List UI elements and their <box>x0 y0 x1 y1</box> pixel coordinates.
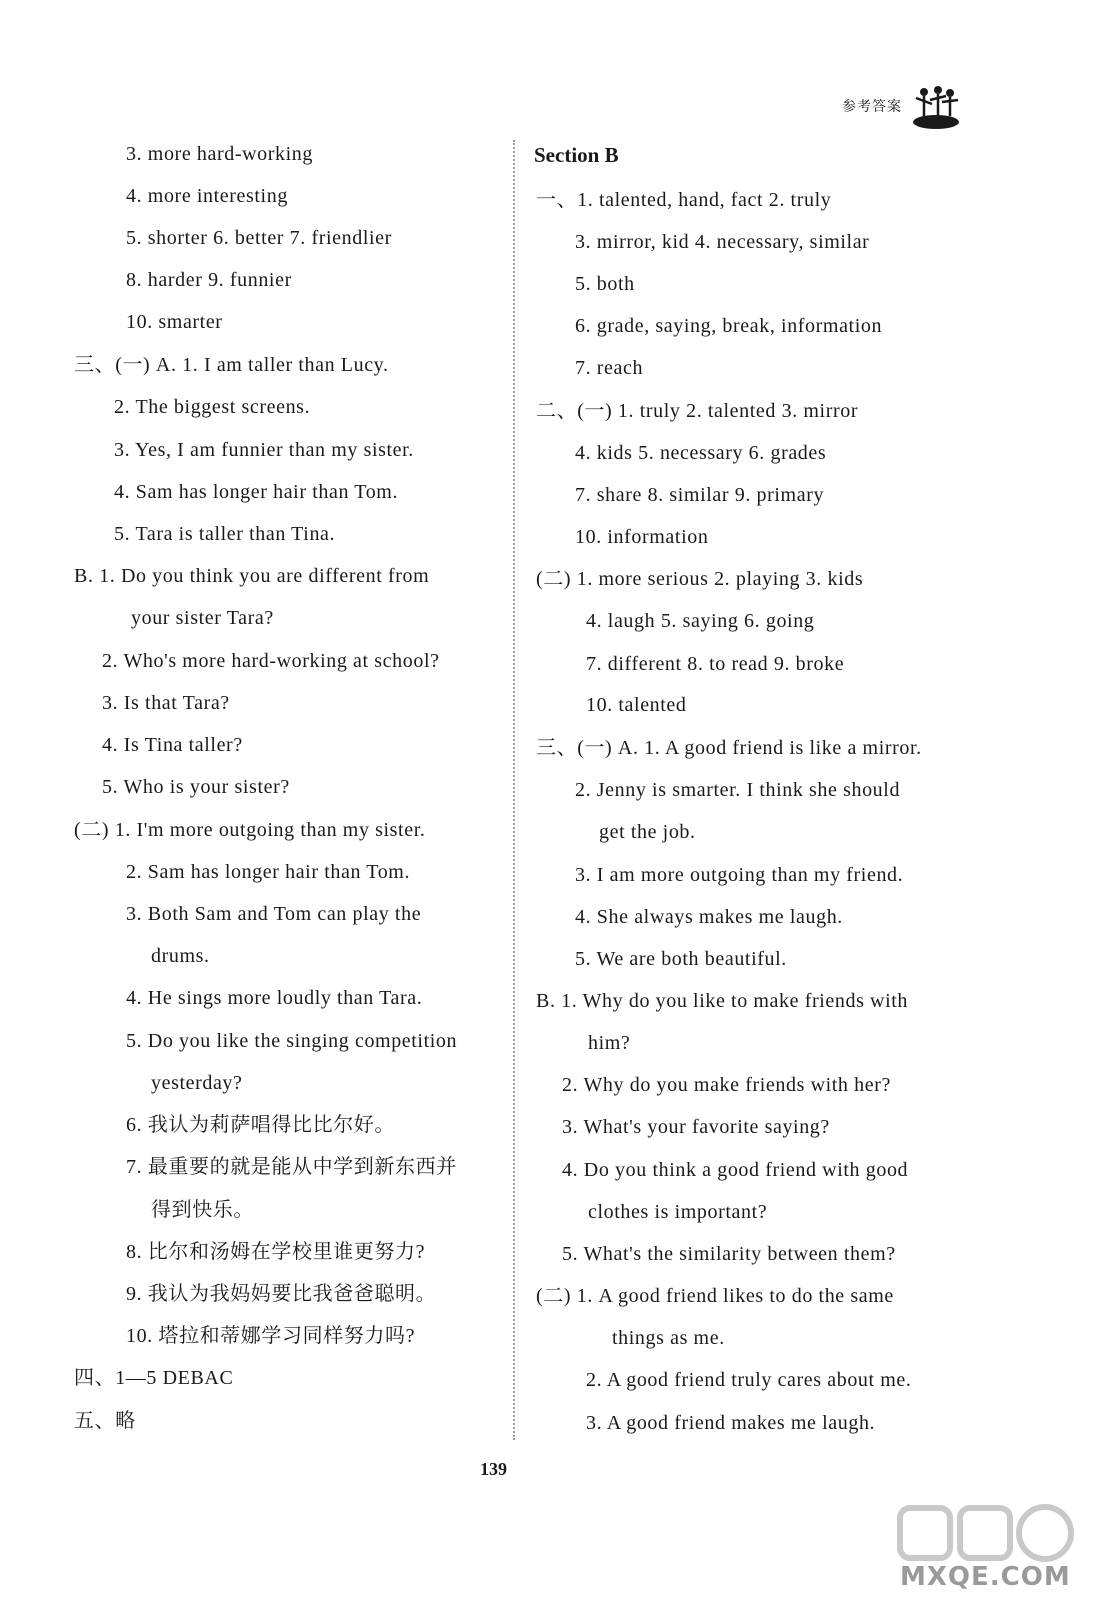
answer-line: 4. more interesting <box>126 185 288 207</box>
answer-line: 10. talented <box>586 694 687 716</box>
answer-line: 4. laugh 5. saying 6. going <box>586 610 815 632</box>
answer-line: 5. Tara is taller than Tina. <box>114 523 336 545</box>
answer-line: 6. 我认为莉萨唱得比比尔好。 <box>126 1114 395 1136</box>
answer-line: 4. Is Tina taller? <box>102 734 243 756</box>
answer-line: your sister Tara? <box>131 607 274 629</box>
section-heading-2: (二) 1. I'm more outgoing than my sister. <box>74 819 426 841</box>
answer-line: yesterday? <box>151 1072 243 1094</box>
section-title: Section B <box>534 143 619 167</box>
answer-line: 5. Do you like the singing competition <box>126 1030 458 1052</box>
answer-line: 7. different 8. to read 9. broke <box>586 653 845 675</box>
people-logo-icon <box>912 84 960 130</box>
answer-line: 3. Is that Tara? <box>102 692 230 714</box>
answer-line: him? <box>588 1032 631 1054</box>
answer-line: 4. Sam has longer hair than Tom. <box>114 481 399 503</box>
section-heading-1: 一、1. talented, hand, fact 2. truly <box>536 189 832 211</box>
answer-line: 3. What's your favorite saying? <box>562 1116 830 1138</box>
answer-line: 7. share 8. similar 9. primary <box>575 484 825 506</box>
section-heading-b: B. 1. Why do you like to make friends with <box>536 990 909 1012</box>
answer-line: 2. Why do you make friends with her? <box>562 1074 891 1096</box>
section-heading-2-2: (二) 1. more serious 2. playing 3. kids <box>536 568 864 590</box>
answer-line: 2. Who's more hard-working at school? <box>102 650 440 672</box>
answer-line: 8. 比尔和汤姆在学校里谁更努力? <box>126 1241 426 1263</box>
answer-line: 4. She always makes me laugh. <box>575 906 843 928</box>
header-label: 参考答案 <box>842 99 902 115</box>
answer-line: 10. smarter <box>126 311 223 333</box>
section-heading-b: B. 1. Do you think you are different from <box>74 565 430 587</box>
answer-line: 4. Do you think a good friend with good <box>562 1159 909 1181</box>
section-heading-4: 四、1—5 DEBAC <box>74 1367 234 1389</box>
answer-line: drums. <box>151 945 210 967</box>
answer-line: 3. Yes, I am funnier than my sister. <box>114 439 414 461</box>
answer-line: 8. harder 9. funnier <box>126 269 292 291</box>
answer-line: 9. 我认为我妈妈要比我爸爸聪明。 <box>126 1283 437 1305</box>
answer-line: 3. more hard-working <box>126 143 313 165</box>
answer-line: 5. We are both beautiful. <box>575 948 787 970</box>
answer-line: 5. What's the similarity between them? <box>562 1243 896 1265</box>
answer-line: 3. Both Sam and Tom can play the <box>126 903 422 925</box>
section-heading-5: 五、略 <box>74 1410 136 1432</box>
answer-line: 2. Sam has longer hair than Tom. <box>126 861 411 883</box>
watermark-text: MXQE.COM <box>900 1562 1071 1592</box>
section-heading-2-1: 二、(一) 1. truly 2. talented 3. mirror <box>536 400 859 422</box>
section-heading-2: (二) 1. A good friend likes to do the same <box>536 1285 894 1307</box>
answer-line: get the job. <box>599 821 696 843</box>
answer-line: 5. Who is your sister? <box>102 776 290 798</box>
page-number: 139 <box>480 1459 507 1479</box>
answer-line: 4. kids 5. necessary 6. grades <box>575 442 827 464</box>
answer-line: 10. information <box>575 526 709 548</box>
column-divider <box>513 140 515 1440</box>
answer-line: 6. grade, saying, break, information <box>575 315 883 337</box>
answer-line: 10. 塔拉和蒂娜学习同样努力吗? <box>126 1325 416 1347</box>
answer-line: things as me. <box>612 1327 725 1349</box>
section-heading-3-1: 三、(一) A. 1. I am taller than Lucy. <box>74 354 389 376</box>
answer-line: 7. reach <box>575 357 644 379</box>
answer-line: 3. A good friend makes me laugh. <box>586 1412 876 1434</box>
section-heading-3-1: 三、(一) A. 1. A good friend is like a mirror. <box>536 737 922 759</box>
answer-line: 得到快乐。 <box>151 1199 254 1221</box>
answer-line: 4. He sings more loudly than Tara. <box>126 987 423 1009</box>
answer-line: 5. shorter 6. better 7. friendlier <box>126 227 392 249</box>
answer-line: 7. 最重要的就是能从中学到新东西并 <box>126 1156 457 1178</box>
answer-line: 2. A good friend truly cares about me. <box>586 1369 912 1391</box>
answer-line: 2. The biggest screens. <box>114 396 311 418</box>
answer-line: 2. Jenny is smarter. I think she should <box>575 779 901 801</box>
answer-line: 5. both <box>575 273 635 295</box>
answer-line: 3. I am more outgoing than my friend. <box>575 864 904 886</box>
answer-line: 3. mirror, kid 4. necessary, similar <box>575 231 870 253</box>
answer-line: clothes is important? <box>588 1201 768 1223</box>
